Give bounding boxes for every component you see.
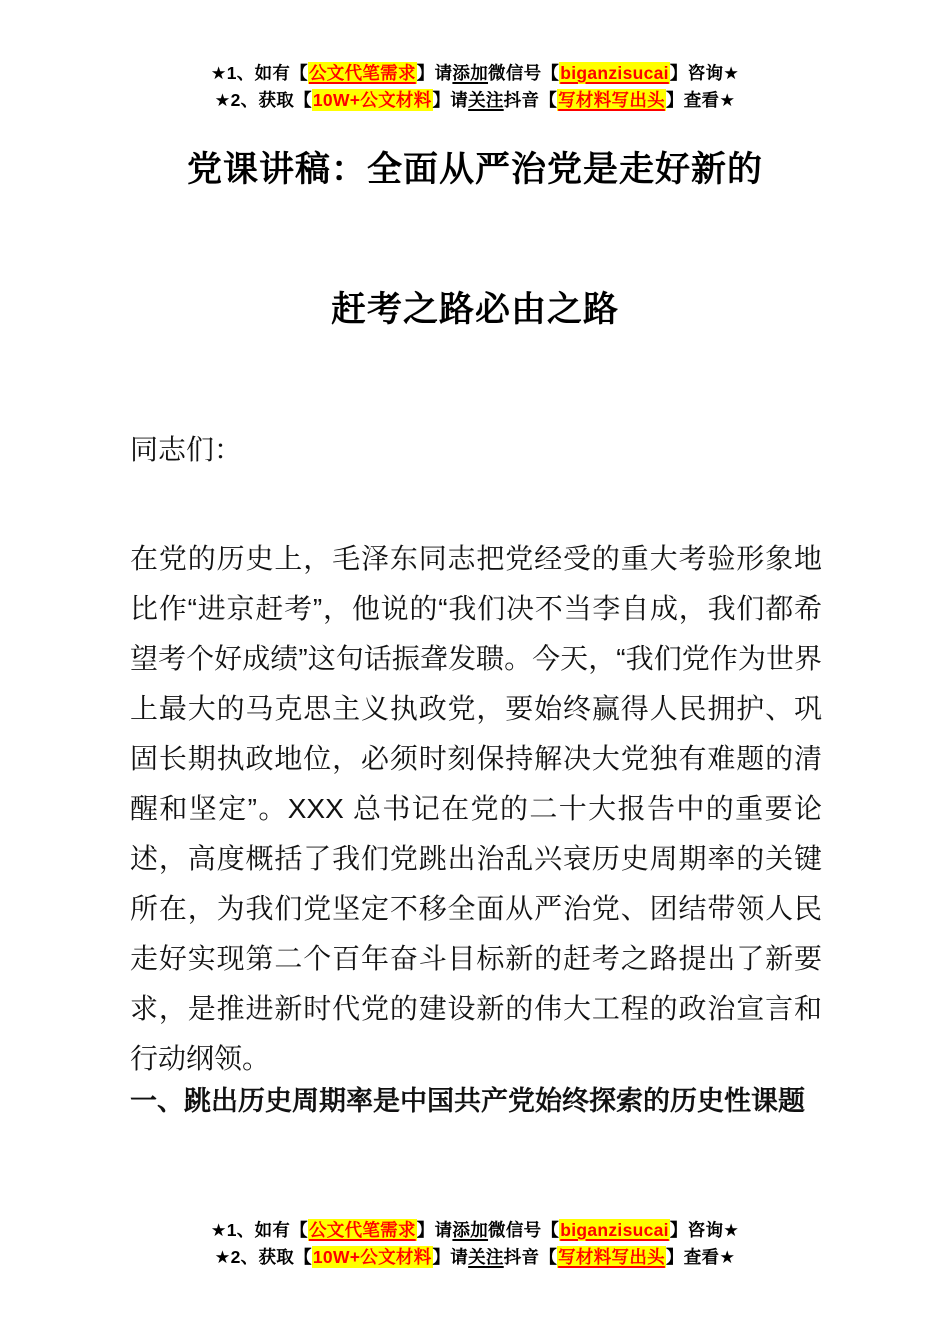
- promo-highlight-douyin-id: 写材料写出头: [558, 1247, 665, 1267]
- salutation: 同志们：: [130, 434, 243, 465]
- section-heading-1: 一、跳出历史周期率是中国共产党始终探索的历史性课题: [130, 1086, 805, 1116]
- promo-line-2: [0, 87, 950, 114]
- promo-highlight-douyin-id: 写材料写出头: [558, 90, 665, 110]
- promo-text: 抖音【: [503, 90, 558, 110]
- promo-line-2: [0, 1244, 950, 1271]
- promo-banner-bottom: [0, 1217, 950, 1271]
- promo-text: 】咨询★: [669, 1220, 740, 1240]
- promo-text: ★1、如有【: [210, 63, 308, 83]
- promo-highlight-writing-service: 公文代笔需求: [308, 63, 416, 83]
- promo-underline-add: 添加: [452, 63, 489, 83]
- promo-text: 】请: [416, 63, 453, 83]
- promo-underline-follow: 关注: [468, 90, 504, 110]
- promo-text: ★2、获取【: [214, 1247, 312, 1267]
- promo-text: 】查看★: [665, 90, 736, 110]
- promo-banner-top: [0, 60, 950, 114]
- promo-underline-add: 添加: [452, 1220, 489, 1240]
- promo-underline-follow: 关注: [468, 1247, 504, 1267]
- promo-text: ★2、获取【: [214, 90, 312, 110]
- promo-text: ★1、如有【: [210, 1220, 308, 1240]
- promo-text: 】请: [432, 90, 469, 110]
- promo-highlight-wechat-id: biganzisucai: [560, 1220, 669, 1240]
- document-title-line-2: 赶考之路必由之路: [330, 290, 619, 329]
- promo-highlight-wechat-id: biganzisucai: [560, 63, 669, 83]
- promo-line-1: [0, 1217, 950, 1244]
- document-title-line-1: 党课讲稿：全面从严治党是走好新的: [186, 150, 763, 189]
- promo-text: 微信号【: [488, 1220, 560, 1240]
- promo-highlight-writing-service: 公文代笔需求: [308, 1220, 416, 1240]
- promo-text: 】咨询★: [669, 63, 740, 83]
- promo-text: 】请: [416, 1220, 453, 1240]
- promo-text: 】查看★: [665, 1247, 736, 1267]
- promo-highlight-materials: 10W+公文材料: [312, 90, 432, 110]
- promo-text: 微信号【: [488, 63, 560, 83]
- promo-highlight-materials: 10W+公文材料: [312, 1247, 432, 1267]
- promo-line-1: [0, 60, 950, 87]
- body-paragraph: 在党的历史上，毛泽东同志把党经受的重大考验形象地比作“进京赶考”，他说的“我们决不当李自成，我们都希望考个好成绩”这句话振聋发聩。今天，“我们党作为世界上最大的马克思主义执政党，要始终赢得人民拥护、巩固长期执政地位，必须时刻保持解决大党独有难题的清醒和坚定”。XXX 总书记在党的二十大报告中的重要论述，高度概括了我们党跳出治乱兴衰历史周期率的关键所在，为我们党坚定不移全面从严治党、团结带领人民走好实现第二个百年奋斗目标新的赶考之路提出了新要求，是推进新时代党的建设新的伟大工程的政治宣言和行动纲领。: [130, 543, 822, 1074]
- promo-text: 】请: [432, 1247, 469, 1267]
- promo-text: 抖音【: [503, 1247, 558, 1267]
